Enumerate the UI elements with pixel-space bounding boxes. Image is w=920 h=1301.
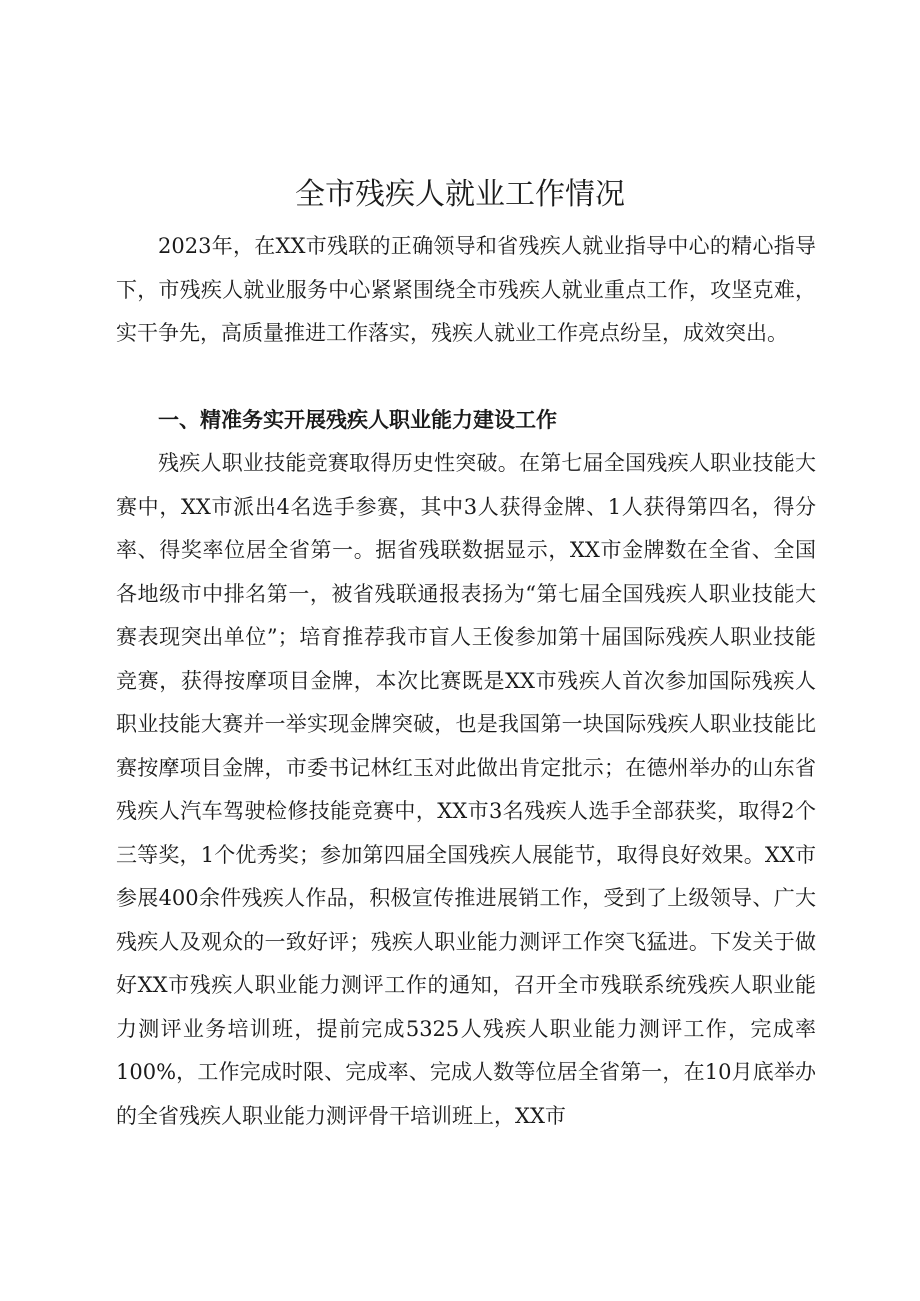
section-paragraph: 残疾人职业技能竞赛取得历史性突破。在第七届全国残疾人职业技能大赛中，XX市派出4名选手参赛，其中3人获得金牌、1人获得第四名，得分率、得奖率位居全省第一。据省残联数据显示，XX市金牌数在全省、全国各地级市中排名第一，被省残联通报表扬为“第七届全国残疾人职业技能大赛表现突出单位”；培育推荐我市盲人王俊参加第十届国际残疾人职业技能竞赛，获得按摩项目金牌，本次比赛既是XX市残疾人首次参加国际残疾人职业技能大赛并一举实现金牌突破，也是我国第一块国际残疾人职业技能比赛按摩项目金牌，市委书记林红玉对此做出肯定批示；在德州举办的山东省残疾人汽车驾驶检修技能竞赛中，XX市3名残疾人选手全部获奖，取得2个三等奖，1个优秀奖；参加第四届全国残疾人展能节，取得良好效果。XX市参展400余件残疾人作品，积极宣传推进展销工作，受到了上级领导、广大残疾人及观众的一致好评；残疾人职业能力测评工作突飞猛进。下发关于做好XX市残疾人职业能力测评工作的通知，召开全市残联系统残疾人职业能力测评业务培训班，提前完成5325人残疾人职业能力测评工作，完成率100%，工作完成时限、完成率、完成人数等位居全省第一，在10月底举办的全省残疾人职业能力测评骨干培训班上，XX市 [116,451,816,1128]
intro-paragraph: 2023年，在XX市残联的正确领导和省残疾人就业指导中心的精心指导下，市残疾人就业服务中心紧紧围绕全市残疾人就业重点工作，攻坚克难，实干争先，高质量推进工作落实，残疾人就业工作亮点纷呈，成效突出。 [116,234,816,345]
section-heading: 一、精准务实开展残疾人职业能力建设工作 [158,408,557,432]
document-title: 全市残疾人就业工作情况 [295,177,625,212]
